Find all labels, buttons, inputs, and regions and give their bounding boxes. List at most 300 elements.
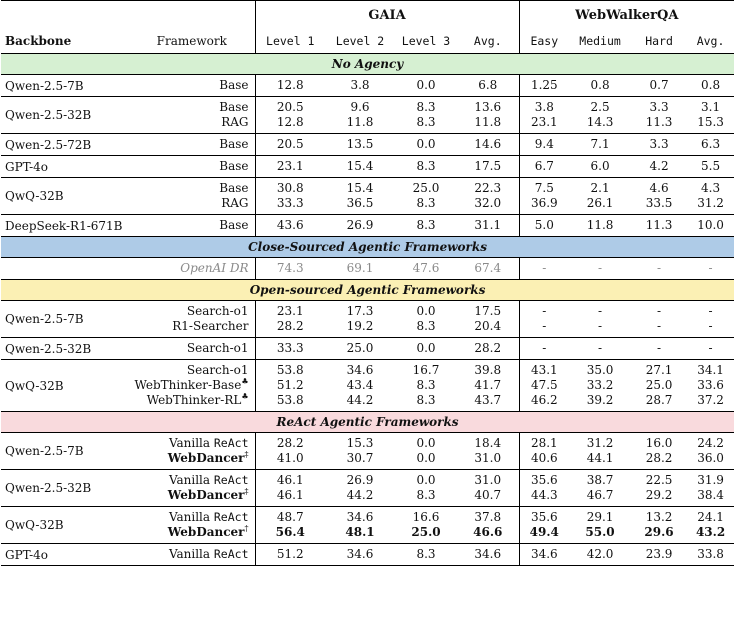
- ww-value-cell: [519, 507, 569, 544]
- value: 22.3: [474, 181, 502, 195]
- value: -: [598, 341, 603, 355]
- value: 40.6: [530, 451, 558, 465]
- framework-cell: [129, 156, 255, 178]
- framework-line: [133, 304, 249, 319]
- value: -: [657, 341, 662, 355]
- value: 22.5: [645, 473, 673, 487]
- ww-value-cell: [631, 134, 687, 156]
- framework-cell: [129, 338, 255, 360]
- framework-line: [133, 159, 249, 174]
- value: 41.0: [276, 451, 304, 465]
- framework-line: [133, 181, 249, 196]
- value: -: [598, 261, 603, 275]
- value: 46.7: [586, 488, 614, 502]
- value: 35.0: [586, 363, 614, 377]
- value: 46.1: [276, 473, 304, 487]
- value: 42.0: [586, 547, 614, 561]
- gaia-value-cell: [325, 156, 395, 178]
- gaia-value-cell: [457, 433, 519, 470]
- value: 33.2: [586, 378, 614, 392]
- framework-name: R1-Searcher: [172, 319, 249, 333]
- value: 19.2: [346, 319, 374, 333]
- gaia-value-cell: [395, 75, 457, 97]
- value: 53.8: [276, 363, 304, 377]
- gaia-value-cell: [395, 338, 457, 360]
- value: 0.8: [590, 78, 610, 92]
- table-row: [1, 360, 734, 412]
- value: 0.8: [701, 78, 721, 92]
- ww-value-cell: [569, 544, 631, 566]
- value: 23.1: [276, 304, 304, 318]
- value: 43.1: [530, 363, 558, 377]
- ww-value-cell: [519, 134, 569, 156]
- value: 39.8: [474, 363, 502, 377]
- framework-line: [133, 378, 249, 393]
- table-row: [1, 134, 734, 156]
- backbone-cell: DeepSeek-R1-671B: [1, 215, 129, 237]
- value: 3.3: [649, 100, 669, 114]
- framework-cell: [129, 75, 255, 97]
- footnote-mark: ♣: [241, 392, 249, 401]
- table-row: [1, 97, 734, 134]
- value: 31.2: [586, 436, 614, 450]
- ww-value-cell: [631, 507, 687, 544]
- framework-cell: [129, 97, 255, 134]
- ww-value-cell: [687, 301, 734, 338]
- gaia-value-cell: [395, 301, 457, 338]
- react-mono-text: ReAct: [213, 547, 249, 561]
- gaia-header: GAIA: [255, 1, 519, 30]
- ww-value-cell: [631, 75, 687, 97]
- value: 2.1: [590, 181, 610, 195]
- value: 23.1: [276, 159, 304, 173]
- value: 20.5: [276, 137, 304, 151]
- framework-name: Search-o1: [186, 304, 249, 318]
- value: 6.0: [590, 159, 610, 173]
- value: 10.0: [697, 218, 724, 232]
- ww-value-cell: [631, 97, 687, 134]
- value: 28.7: [645, 393, 673, 407]
- value: 44.3: [530, 488, 558, 502]
- ww-value-cell: [519, 544, 569, 566]
- backbone-cell: QwQ-32B: [1, 360, 129, 412]
- value: -: [657, 319, 662, 333]
- framework-cell: [129, 470, 255, 507]
- react-mono-text: ReAct: [213, 473, 249, 487]
- ww-value-cell: [569, 338, 631, 360]
- value: 20.4: [474, 319, 502, 333]
- framework-name: OpenAI DR: [180, 261, 249, 275]
- value: 27.1: [645, 363, 673, 377]
- framework-line: [133, 115, 249, 130]
- value: 43.7: [474, 393, 502, 407]
- ww-value-cell: [569, 156, 631, 178]
- value: 46.1: [276, 488, 304, 502]
- framework-cell: [129, 507, 255, 544]
- ww-value-cell: [687, 544, 734, 566]
- value: 16.6: [412, 510, 440, 524]
- framework-cell: [129, 433, 255, 470]
- framework-line: [133, 393, 249, 408]
- ww-value-cell: [569, 178, 631, 215]
- value: 1.25: [530, 78, 558, 92]
- ww-value-cell: [631, 156, 687, 178]
- section-title: No Agency: [1, 54, 734, 75]
- ww-value-cell: [687, 258, 734, 280]
- ww-value-cell: [631, 433, 687, 470]
- value: 30.7: [346, 451, 374, 465]
- framework-name: RAG: [221, 115, 249, 129]
- ww-value-cell: [569, 75, 631, 97]
- framework-line: [133, 510, 249, 525]
- gaia-value-cell: [325, 258, 395, 280]
- gaia-value-cell: [457, 338, 519, 360]
- value: -: [542, 341, 547, 355]
- value: 51.2: [276, 547, 304, 561]
- gaia-value-cell: [255, 215, 325, 237]
- gaia-value-cell: [457, 544, 519, 566]
- table-row: [1, 338, 734, 360]
- value: 28.2: [276, 319, 304, 333]
- ww-value-cell: [631, 258, 687, 280]
- backbone-cell: Qwen-2.5-32B: [1, 470, 129, 507]
- framework-name: Vanilla ReAct: [168, 547, 249, 561]
- table-row: [1, 433, 734, 470]
- value: 13.2: [645, 510, 673, 524]
- value: 8.3: [416, 196, 436, 210]
- results-table: [1, 0, 734, 566]
- gaia-value-cell: [457, 134, 519, 156]
- value: 33.3: [276, 341, 304, 355]
- ww-value-cell: [687, 360, 734, 412]
- ww-value-cell: [687, 338, 734, 360]
- value: 0.0: [416, 341, 436, 355]
- framework-name: Search-o1: [186, 341, 249, 355]
- framework-name: Base: [219, 78, 249, 92]
- value: 34.6: [346, 510, 374, 524]
- value: 25.0: [411, 525, 441, 539]
- framework-name: WebDancer: [167, 488, 245, 502]
- table-row: [1, 507, 734, 544]
- framework-line: [133, 547, 249, 562]
- gaia-value-cell: [255, 75, 325, 97]
- gaia-value-cell: [325, 178, 395, 215]
- footnote-mark: ‡: [244, 450, 249, 459]
- framework-line: [133, 196, 249, 211]
- framework-line: [133, 436, 249, 451]
- value: 34.6: [346, 547, 374, 561]
- ww-value-cell: [687, 470, 734, 507]
- ww-value-cell: [687, 433, 734, 470]
- framework-cell: [129, 134, 255, 156]
- value: 5.5: [701, 159, 721, 173]
- table-body: [1, 54, 734, 566]
- gaia-value-cell: [395, 178, 457, 215]
- value: 23.9: [645, 547, 673, 561]
- value: 25.0: [645, 378, 673, 392]
- value: 26.9: [346, 218, 374, 232]
- ww-value-cell: [569, 97, 631, 134]
- value: 25.0: [412, 181, 440, 195]
- value: 33.5: [645, 196, 673, 210]
- value: 0.0: [416, 451, 436, 465]
- gaia-value-cell: [395, 97, 457, 134]
- section-row: [1, 412, 734, 433]
- framework-line: [133, 525, 249, 540]
- gaia-value-cell: [255, 301, 325, 338]
- section-row: [1, 237, 734, 258]
- framework-name: Base: [219, 137, 249, 151]
- gaia-value-cell: [395, 507, 457, 544]
- ww-value-cell: [519, 215, 569, 237]
- value: 55.0: [585, 525, 615, 539]
- value: 31.0: [474, 473, 502, 487]
- value: -: [708, 304, 713, 318]
- value: 0.0: [416, 78, 436, 92]
- value: 41.7: [474, 378, 502, 392]
- gaia-value-cell: [325, 215, 395, 237]
- value: 34.6: [530, 547, 558, 561]
- value: 6.7: [534, 159, 554, 173]
- value: 28.2: [645, 451, 673, 465]
- ww-value-cell: [519, 156, 569, 178]
- ww-col-header: Hard: [631, 29, 687, 54]
- ww-value-cell: [569, 360, 631, 412]
- value: 6.8: [478, 78, 498, 92]
- table-header: [1, 1, 734, 54]
- framework-name: Vanilla ReAct: [168, 436, 249, 450]
- value: 26.9: [346, 473, 374, 487]
- framework-name: Base: [219, 218, 249, 232]
- value: 0.0: [416, 473, 436, 487]
- value: -: [598, 319, 603, 333]
- value: 17.5: [474, 159, 502, 173]
- value: 7.5: [534, 181, 554, 195]
- value: 2.5: [590, 100, 610, 114]
- value: 0.0: [416, 436, 436, 450]
- framework-name: Base: [219, 100, 249, 114]
- value: 38.4: [697, 488, 724, 502]
- ww-value-cell: [569, 215, 631, 237]
- table-row: [1, 156, 734, 178]
- ww-value-cell: [687, 178, 734, 215]
- gaia-value-cell: [325, 360, 395, 412]
- value: -: [542, 261, 547, 275]
- backbone-cell: Qwen-2.5-7B: [5, 444, 84, 458]
- ww-value-cell: [519, 360, 569, 412]
- gaia-col-header: Level 1: [255, 29, 325, 54]
- section-row: [1, 54, 734, 75]
- ww-value-cell: [631, 470, 687, 507]
- ww-value-cell: [519, 433, 569, 470]
- gaia-value-cell: [457, 178, 519, 215]
- value: 44.2: [346, 393, 374, 407]
- value: 33.8: [697, 547, 724, 561]
- value: 8.3: [416, 378, 436, 392]
- value: -: [708, 319, 713, 333]
- gaia-value-cell: [255, 178, 325, 215]
- ww-value-cell: [687, 75, 734, 97]
- framework-name: WebThinker-RL: [146, 393, 242, 407]
- value: 29.6: [644, 525, 674, 539]
- gaia-value-cell: [457, 97, 519, 134]
- backbone-cell: Qwen-2.5-7B: [5, 78, 84, 93]
- react-mono-text: ReAct: [213, 436, 249, 450]
- gaia-value-cell: [395, 470, 457, 507]
- ww-value-cell: [519, 178, 569, 215]
- framework-cell: [129, 178, 255, 215]
- value: 14.6: [474, 137, 502, 151]
- value: 9.4: [534, 137, 554, 151]
- value: 24.1: [697, 510, 724, 524]
- framework-name: Base: [219, 181, 249, 195]
- value: 11.8: [474, 115, 502, 129]
- gaia-value-cell: [457, 507, 519, 544]
- framework-cell: [129, 360, 255, 412]
- value: 0.0: [416, 304, 436, 318]
- framework-name: Search-o1: [186, 363, 249, 377]
- value: 9.6: [350, 100, 370, 114]
- value: 74.3: [276, 261, 304, 275]
- gaia-value-cell: [325, 338, 395, 360]
- value: 44.2: [346, 488, 374, 502]
- footnote-mark: †: [244, 524, 249, 533]
- ww-value-cell: [687, 156, 734, 178]
- value: -: [657, 304, 662, 318]
- gaia-value-cell: [457, 470, 519, 507]
- value: 28.2: [276, 436, 304, 450]
- backbone-cell: QwQ-32B: [1, 507, 129, 544]
- value: 8.3: [416, 100, 436, 114]
- value: 33.6: [697, 378, 724, 392]
- value: -: [542, 319, 547, 333]
- gaia-value-cell: [457, 156, 519, 178]
- footnote-mark: ♣: [241, 377, 249, 386]
- framework-name: Vanilla ReAct: [168, 510, 249, 524]
- value: 26.1: [586, 196, 614, 210]
- value: 3.1: [701, 100, 721, 114]
- gaia-value-cell: [395, 360, 457, 412]
- gaia-value-cell: [395, 134, 457, 156]
- value: 4.6: [649, 181, 669, 195]
- value: -: [708, 261, 713, 275]
- ww-value-cell: [569, 507, 631, 544]
- gaia-value-cell: [255, 360, 325, 412]
- gaia-value-cell: [395, 215, 457, 237]
- ww-value-cell: [631, 544, 687, 566]
- framework-cell: [129, 544, 255, 566]
- value: 28.2: [474, 341, 502, 355]
- footnote-mark: ‡: [244, 487, 249, 496]
- ww-value-cell: [519, 301, 569, 338]
- value: 34.6: [474, 547, 502, 561]
- backbone-cell: Qwen-2.5-72B: [1, 134, 129, 156]
- ww-value-cell: [569, 433, 631, 470]
- table-row: [1, 470, 734, 507]
- value: 43.6: [276, 218, 304, 232]
- value: 15.3: [697, 115, 724, 129]
- ww-col-header: Easy: [519, 29, 569, 54]
- value: 31.2: [697, 196, 724, 210]
- value: 8.3: [416, 547, 436, 561]
- ww-value-cell: [519, 258, 569, 280]
- ww-value-cell: [631, 338, 687, 360]
- value: 13.5: [346, 137, 374, 151]
- value: 17.5: [474, 304, 502, 318]
- ww-value-cell: [519, 97, 569, 134]
- gaia-value-cell: [325, 433, 395, 470]
- gaia-value-cell: [255, 338, 325, 360]
- section-title: Open-sourced Agentic Frameworks: [1, 280, 734, 301]
- value: 69.1: [346, 261, 374, 275]
- react-mono-text: ReAct: [213, 510, 249, 524]
- framework-line: [133, 363, 249, 378]
- backbone-cell: Qwen-2.5-32B: [1, 338, 129, 360]
- gaia-value-cell: [457, 75, 519, 97]
- ww-value-cell: [569, 301, 631, 338]
- value: 34.6: [346, 363, 374, 377]
- value: 11.3: [645, 115, 673, 129]
- ww-col-header: Medium: [569, 29, 631, 54]
- gaia-col-header: Level 3: [395, 29, 457, 54]
- value: 29.1: [586, 510, 614, 524]
- section-row: [1, 280, 734, 301]
- value: 47.5: [530, 378, 558, 392]
- value: 14.3: [586, 115, 614, 129]
- value: 28.1: [530, 436, 558, 450]
- value: 48.1: [345, 525, 375, 539]
- value: 4.2: [649, 159, 669, 173]
- value: 35.6: [530, 510, 558, 524]
- gaia-value-cell: [395, 544, 457, 566]
- ww-value-cell: [631, 178, 687, 215]
- framework-name: WebDancer: [167, 525, 245, 539]
- value: -: [708, 341, 713, 355]
- ww-value-cell: [569, 470, 631, 507]
- value: 39.2: [586, 393, 614, 407]
- gaia-col-header: Avg.: [457, 29, 519, 54]
- backbone-header: Backbone: [1, 29, 129, 54]
- value: 8.3: [416, 159, 436, 173]
- value: 3.3: [649, 137, 669, 151]
- ww-value-cell: [687, 134, 734, 156]
- value: 7.1: [590, 137, 610, 151]
- value: 30.8: [276, 181, 304, 195]
- value: 16.0: [645, 436, 673, 450]
- gaia-col-header: Level 2: [325, 29, 395, 54]
- value: 53.8: [276, 393, 304, 407]
- value: 15.3: [346, 436, 374, 450]
- value: 23.1: [530, 115, 558, 129]
- value: 8.3: [416, 218, 436, 232]
- value: 16.7: [412, 363, 440, 377]
- value: 36.0: [697, 451, 724, 465]
- ww-value-cell: [631, 215, 687, 237]
- value: 49.4: [529, 525, 559, 539]
- value: 48.7: [276, 510, 304, 524]
- gaia-value-cell: [325, 97, 395, 134]
- value: 0.7: [649, 78, 669, 92]
- backbone-cell: GPT-4o: [1, 156, 129, 178]
- gaia-value-cell: [325, 544, 395, 566]
- gaia-value-cell: [255, 97, 325, 134]
- gaia-value-cell: [395, 156, 457, 178]
- value: 67.4: [474, 261, 502, 275]
- value: 0.0: [416, 137, 436, 151]
- value: 4.3: [701, 181, 721, 195]
- gaia-value-cell: [457, 360, 519, 412]
- framework-line: [133, 100, 249, 115]
